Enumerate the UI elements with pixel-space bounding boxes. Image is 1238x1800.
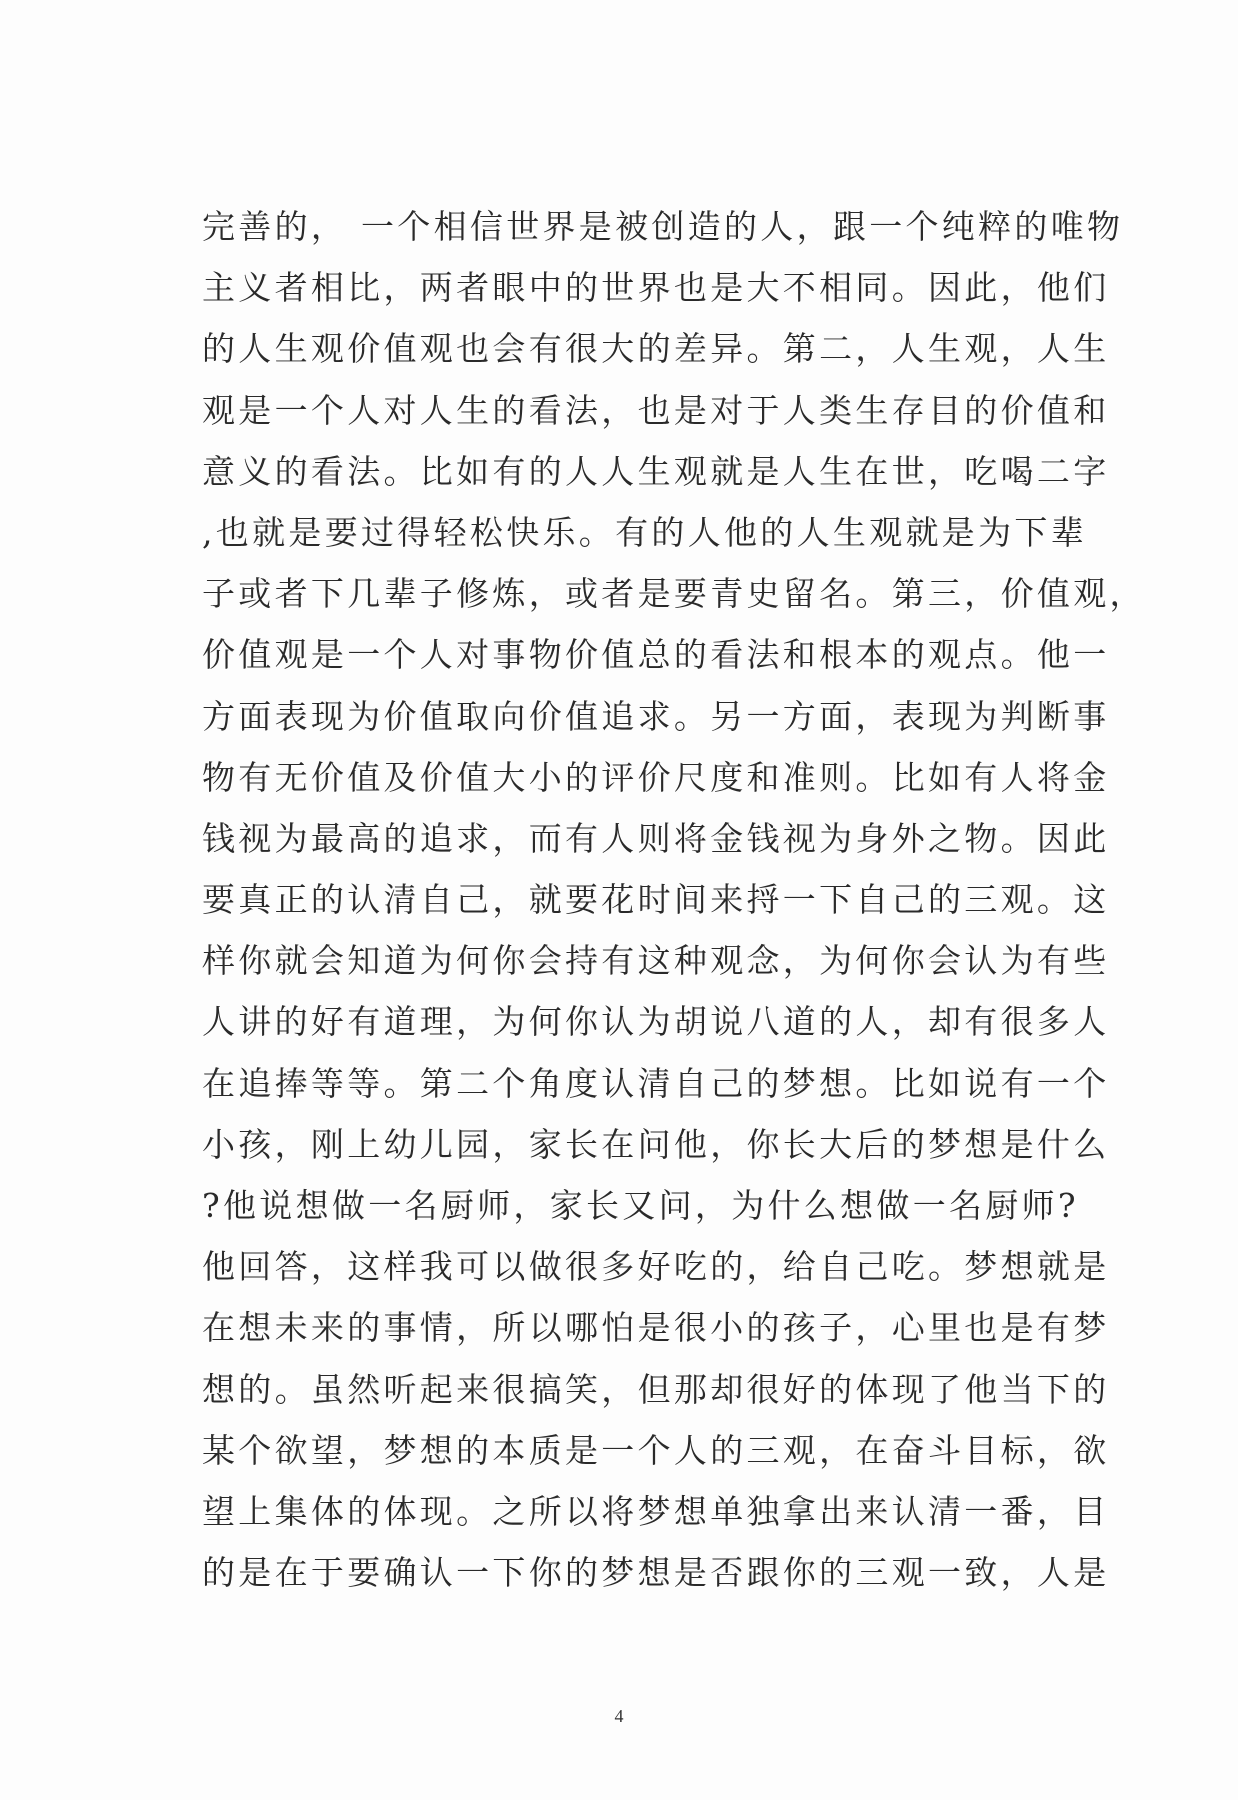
- text-line: ?他说想做一名厨师，家长又问，为什么想做一名厨师?: [202, 1186, 1079, 1225]
- text-line: 子或者下几辈子修炼，或者是要青史留名。第三，价值观，: [202, 574, 1146, 614]
- page-number: 4: [614, 1706, 624, 1726]
- text-line: 完善的， 一个相信世界是被创造的人，跟一个纯粹的唯物: [202, 207, 1124, 246]
- text-line: ,也就是要过得轻松快乐。有的人他的人生观就是为下辈: [202, 512, 1087, 552]
- text-line: 望上集体的体现。之所以将梦想单独拿出来认清一番，目: [202, 1491, 1110, 1531]
- text-line: 他回答，这样我可以做很多好吃的，给自己吃。梦想就是: [202, 1247, 1110, 1287]
- text-line: 想的。虽然听起来很搞笑，但那却很好的体现了他当下的: [202, 1369, 1110, 1409]
- text-line: 物有无价值及价值大小的评价尺度和准则。比如有人将金: [202, 757, 1110, 797]
- text-line: 意义的看法。比如有的人人生观就是人生在世，吃喝二字: [202, 451, 1110, 491]
- text-line: 人讲的好有道理，为何你认为胡说八道的人，却有很多人: [202, 1002, 1110, 1042]
- text-line: 在想未来的事情，所以哪怕是很小的孩子，心里也是有梦: [202, 1308, 1110, 1348]
- text-line: 要真正的认清自己，就要花时间来捋一下自己的三观。这: [202, 880, 1110, 920]
- text-line: 的人生观价值观也会有很大的差异。第二，人生观，人生: [202, 329, 1110, 369]
- text-line: 方面表现为价值取向价值追求。另一方面，表现为判断事: [202, 696, 1110, 736]
- text-line: 钱视为最高的追求，而有人则将金钱视为身外之物。因此: [202, 818, 1110, 858]
- text-line: 在追捧等等。第二个角度认清自己的梦想。比如说有一个: [202, 1063, 1110, 1103]
- text-line: 主义者相比，两者眼中的世界也是大不相同。因此，他们: [202, 268, 1110, 308]
- text-line: 价值观是一个人对事物价值总的看法和根本的观点。他一: [202, 635, 1110, 675]
- text-line: 小孩，刚上幼儿园，家长在问他，你长大后的梦想是什么: [202, 1124, 1110, 1164]
- text-line: 某个欲望，梦想的本质是一个人的三观，在奋斗目标，欲: [202, 1430, 1110, 1470]
- text-line: 观是一个人对人生的看法，也是对于人类生存目的价值和: [202, 390, 1110, 430]
- body-text: [202, 196, 1146, 1603]
- text-line: 的是在于要确认一下你的梦想是否跟你的三观一致，人是: [202, 1553, 1110, 1593]
- text-line: 样你就会知道为何你会持有这种观念，为何你会认为有些: [202, 941, 1110, 981]
